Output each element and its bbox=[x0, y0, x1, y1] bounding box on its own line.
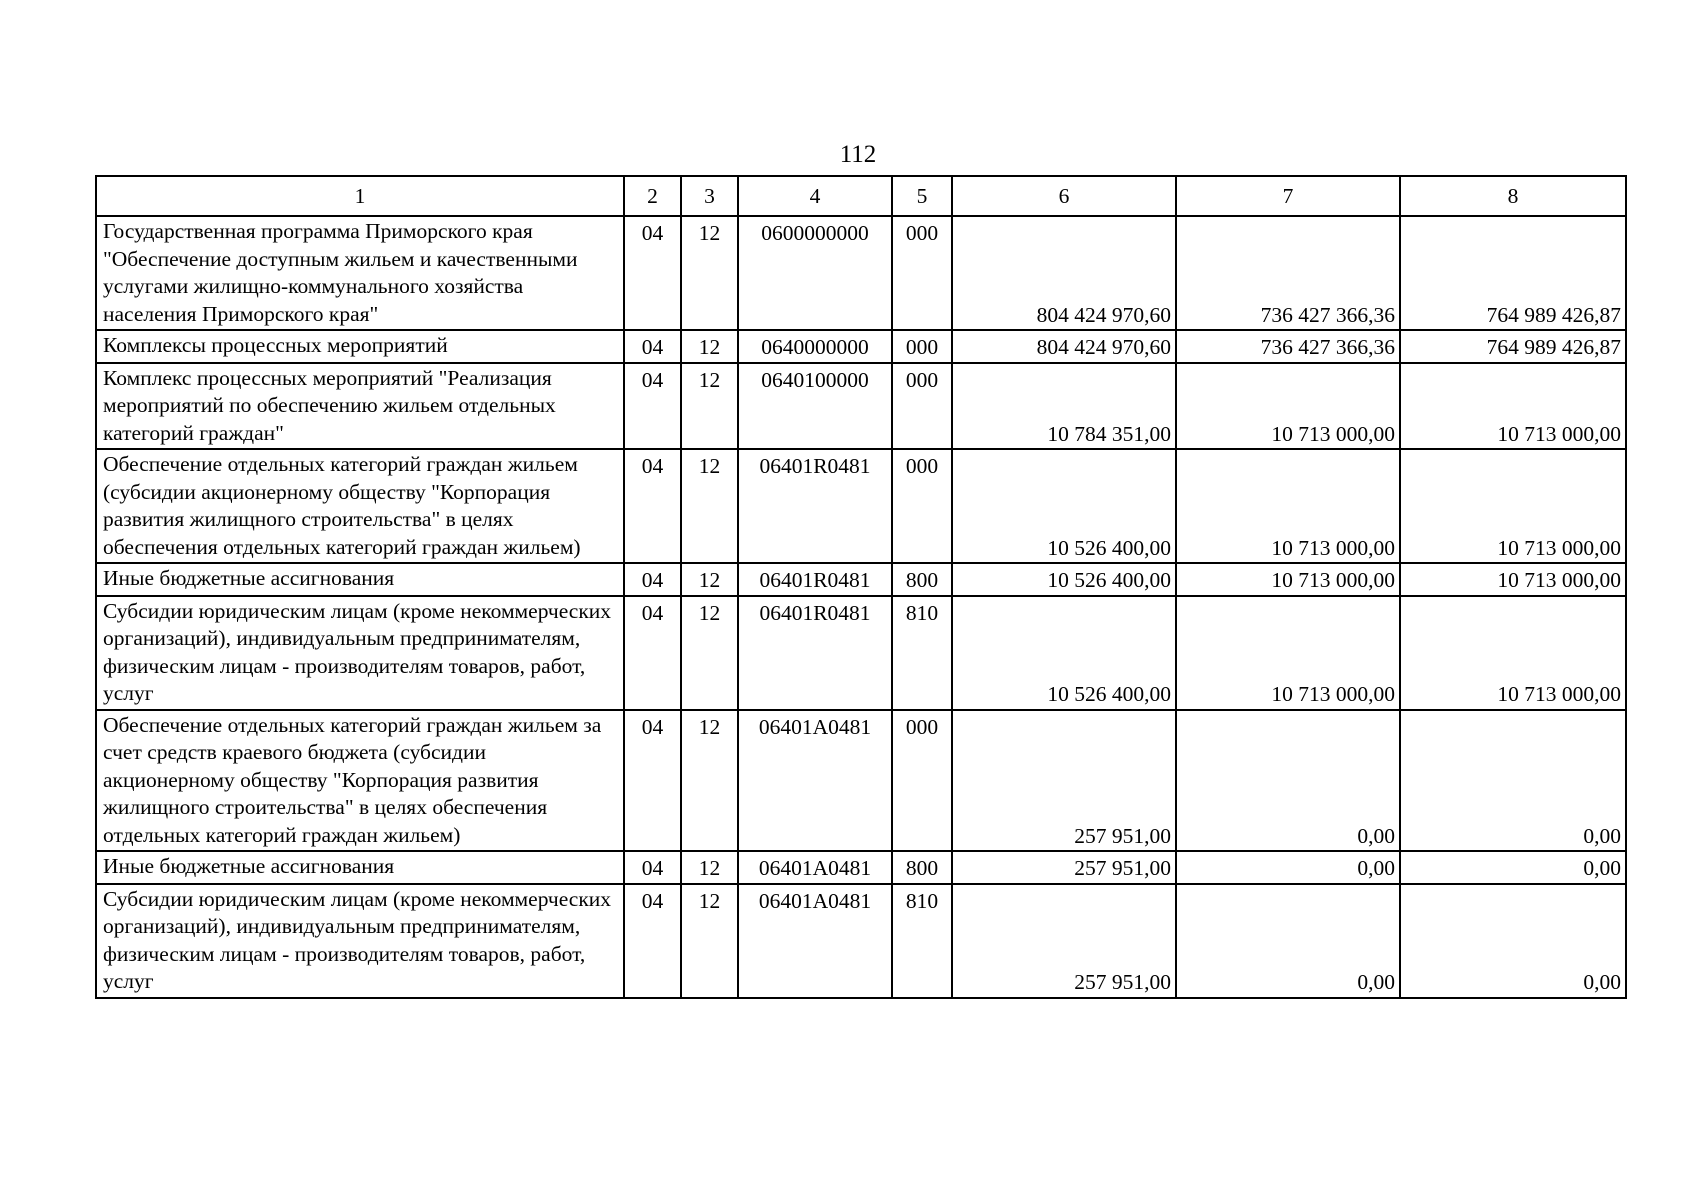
table-row bbox=[96, 884, 1626, 998]
row-name: Иные бюджетные ассигнования bbox=[96, 851, 624, 884]
subsection-code: 12 bbox=[681, 363, 738, 450]
amount-col-7: 0,00 bbox=[1176, 710, 1400, 852]
column-header-3: 3 bbox=[681, 176, 738, 216]
amount-col-6: 10 526 400,00 bbox=[952, 563, 1176, 596]
target-article-code: 06401A0481 bbox=[738, 710, 892, 852]
subsection-code: 12 bbox=[681, 710, 738, 852]
column-header-4: 4 bbox=[738, 176, 892, 216]
section-code: 04 bbox=[624, 884, 681, 998]
target-article-code: 0640000000 bbox=[738, 330, 892, 363]
page-number: 112 bbox=[839, 141, 877, 168]
amount-col-8: 0,00 bbox=[1400, 851, 1626, 884]
amount-col-7: 736 427 366,36 bbox=[1176, 216, 1400, 330]
column-header-8: 8 bbox=[1400, 176, 1626, 216]
table-row bbox=[96, 216, 1626, 330]
amount-col-8: 764 989 426,87 bbox=[1400, 330, 1626, 363]
amount-col-7: 10 713 000,00 bbox=[1176, 449, 1400, 563]
row-name: Комплекс процессных мероприятий "Реализация мероприятий по обеспечению жильем отдельных категорий граждан" bbox=[96, 363, 624, 450]
amount-col-8: 764 989 426,87 bbox=[1400, 216, 1626, 330]
column-header-2: 2 bbox=[624, 176, 681, 216]
amount-col-6: 804 424 970,60 bbox=[952, 216, 1176, 330]
row-name: Субсидии юридическим лицам (кроме некоммерческих организаций), индивидуальным предпринимателям, физическим лицам - производителям товаров, работ, услуг bbox=[96, 884, 624, 998]
section-code: 04 bbox=[624, 449, 681, 563]
column-header-7: 7 bbox=[1176, 176, 1400, 216]
target-article-code: 06401R0481 bbox=[738, 449, 892, 563]
target-article-code: 06401R0481 bbox=[738, 596, 892, 710]
section-code: 04 bbox=[624, 563, 681, 596]
amount-col-7: 736 427 366,36 bbox=[1176, 330, 1400, 363]
subsection-code: 12 bbox=[681, 330, 738, 363]
amount-col-7: 10 713 000,00 bbox=[1176, 563, 1400, 596]
section-code: 04 bbox=[624, 596, 681, 710]
amount-col-6: 257 951,00 bbox=[952, 884, 1176, 998]
expense-type-code: 000 bbox=[892, 330, 952, 363]
subsection-code: 12 bbox=[681, 596, 738, 710]
amount-col-7: 10 713 000,00 bbox=[1176, 363, 1400, 450]
amount-col-8: 10 713 000,00 bbox=[1400, 563, 1626, 596]
row-name: Иные бюджетные ассигнования bbox=[96, 563, 624, 596]
subsection-code: 12 bbox=[681, 563, 738, 596]
table-row bbox=[96, 330, 1626, 363]
amount-col-8: 10 713 000,00 bbox=[1400, 596, 1626, 710]
section-code: 04 bbox=[624, 363, 681, 450]
column-header-5: 5 bbox=[892, 176, 952, 216]
expense-type-code: 810 bbox=[892, 596, 952, 710]
section-code: 04 bbox=[624, 216, 681, 330]
expense-type-code: 800 bbox=[892, 851, 952, 884]
amount-col-6: 10 526 400,00 bbox=[952, 449, 1176, 563]
expense-type-code: 810 bbox=[892, 884, 952, 998]
amount-col-8: 10 713 000,00 bbox=[1400, 449, 1626, 563]
amount-col-6: 257 951,00 bbox=[952, 851, 1176, 884]
subsection-code: 12 bbox=[681, 884, 738, 998]
header-row bbox=[96, 176, 1626, 216]
target-article-code: 06401R0481 bbox=[738, 563, 892, 596]
table-row bbox=[96, 363, 1626, 450]
amount-col-6: 804 424 970,60 bbox=[952, 330, 1176, 363]
column-header-6: 6 bbox=[952, 176, 1176, 216]
amount-col-7: 10 713 000,00 bbox=[1176, 596, 1400, 710]
section-code: 04 bbox=[624, 851, 681, 884]
table-row bbox=[96, 563, 1626, 596]
table-row bbox=[96, 710, 1626, 852]
row-name: Комплексы процессных мероприятий bbox=[96, 330, 624, 363]
amount-col-6: 257 951,00 bbox=[952, 710, 1176, 852]
table-row bbox=[96, 596, 1626, 710]
column-header-1: 1 bbox=[96, 176, 624, 216]
subsection-code: 12 bbox=[681, 216, 738, 330]
target-article-code: 0600000000 bbox=[738, 216, 892, 330]
table-row bbox=[96, 449, 1626, 563]
amount-col-6: 10 526 400,00 bbox=[952, 596, 1176, 710]
section-code: 04 bbox=[624, 710, 681, 852]
table-row bbox=[96, 851, 1626, 884]
subsection-code: 12 bbox=[681, 851, 738, 884]
amount-col-7: 0,00 bbox=[1176, 884, 1400, 998]
expense-type-code: 000 bbox=[892, 216, 952, 330]
amount-col-8: 0,00 bbox=[1400, 884, 1626, 998]
row-name: Обеспечение отдельных категорий граждан жильем за счет средств краевого бюджета (субсидии акционерному обществу "Корпорация развития жилищного строительства" в целях обеспечения отдельных категорий граждан жильем) bbox=[96, 710, 624, 852]
amount-col-8: 10 713 000,00 bbox=[1400, 363, 1626, 450]
target-article-code: 06401A0481 bbox=[738, 851, 892, 884]
amount-col-8: 0,00 bbox=[1400, 710, 1626, 852]
expense-type-code: 000 bbox=[892, 449, 952, 563]
row-name: Обеспечение отдельных категорий граждан жильем (субсидии акционерному обществу "Корпорация развития жилищного строительства" в целях обеспечения отдельных категорий граждан жильем) bbox=[96, 449, 624, 563]
target-article-code: 06401A0481 bbox=[738, 884, 892, 998]
section-code: 04 bbox=[624, 330, 681, 363]
budget-table bbox=[95, 175, 1627, 999]
expense-type-code: 000 bbox=[892, 363, 952, 450]
subsection-code: 12 bbox=[681, 449, 738, 563]
amount-col-6: 10 784 351,00 bbox=[952, 363, 1176, 450]
target-article-code: 0640100000 bbox=[738, 363, 892, 450]
amount-col-7: 0,00 bbox=[1176, 851, 1400, 884]
expense-type-code: 800 bbox=[892, 563, 952, 596]
expense-type-code: 000 bbox=[892, 710, 952, 852]
row-name: Субсидии юридическим лицам (кроме некоммерческих организаций), индивидуальным предпринимателям, физическим лицам - производителям товаров, работ, услуг bbox=[96, 596, 624, 710]
row-name: Государственная программа Приморского края "Обеспечение доступным жильем и качественными услугами жилищно-коммунального хозяйства населения Приморского края" bbox=[96, 216, 624, 330]
